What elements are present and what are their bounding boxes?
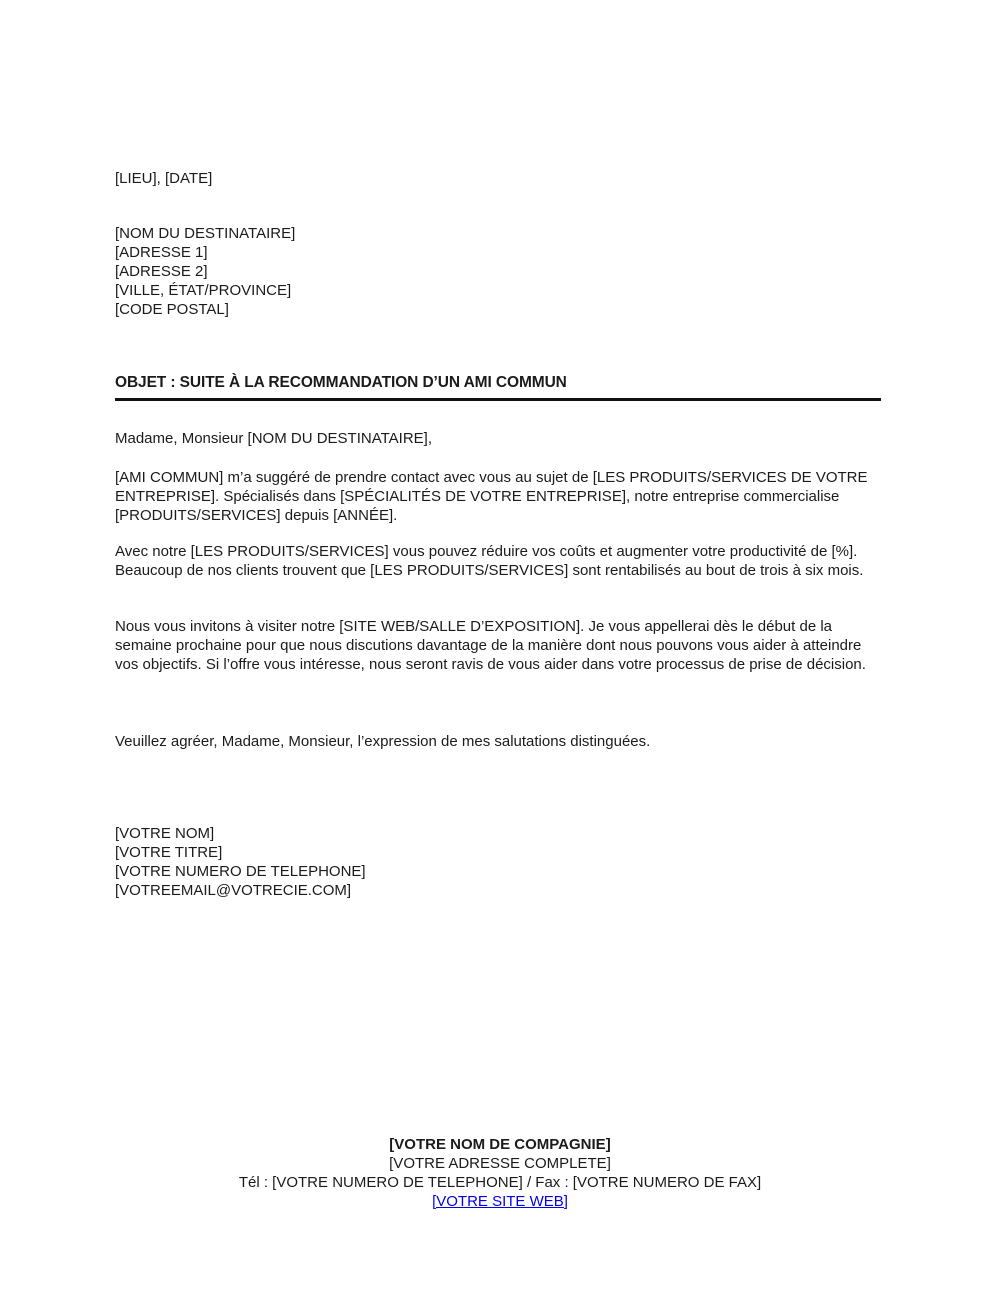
recipient-city: [VILLE, ÉTAT/PROVINCE] — [115, 282, 292, 299]
footer-tel-fax: Tél : [VOTRE NUMERO DE TELEPHONE] / Fax : [VOTRE NUMERO DE FAX] — [238, 1174, 762, 1191]
closing-salutation: Veuillez agréer, Madame, Monsieur, l’expression de mes salutations distinguées. — [115, 733, 651, 750]
subject-underline — [115, 398, 881, 401]
signature-email: [VOTREEMAIL@VOTRECIE.COM] — [115, 882, 352, 899]
signature-phone: [VOTRE NUMERO DE TELEPHONE] — [115, 863, 366, 880]
subject-block — [115, 374, 881, 401]
company-footer — [0, 1135, 1000, 1211]
signature-name: [VOTRE NOM] — [115, 825, 215, 842]
signature-title: [VOTRE TITRE] — [115, 844, 223, 861]
subject-title: OBJET : SUITE À LA RECOMMANDATION D’UN AMI COMMUN — [115, 374, 567, 391]
dateline: [LIEU], [DATE] — [115, 170, 213, 187]
body-paragraph-1: [AMI COMMUN] m’a suggéré de prendre contact avec vous au sujet de [LES PRODUITS/SERVICES DE VOTRE ENTREPRISE]. Spécialisés dans [SPÉCIALITÉS DE VOTRE ENTREPRISE], notre entreprise commercialise [PRODUITS/SERVICES] depuis [ANNÉE]. — [115, 469, 868, 524]
footer-company-address: [VOTRE ADRESSE COMPLETE] — [389, 1155, 611, 1172]
footer-website-link[interactable]: [VOTRE SITE WEB] — [432, 1193, 568, 1210]
greeting: Madame, Monsieur [NOM DU DESTINATAIRE], — [115, 430, 433, 447]
footer-company-name: [VOTRE NOM DE COMPAGNIE] — [389, 1136, 611, 1153]
body-paragraph-3: Nous vous invitons à visiter notre [SITE WEB/SALLE D’EXPOSITION]. Je vous appellerai dès le début de la semaine prochaine pour que nous discutions davantage de la manière dont nous pouvons vous aider à atteindre vos objectifs. Si l’offre vous intéresse, nous seront ravis de vous aider dans votre processus de prise de décision. — [115, 618, 866, 673]
recipient-address2: [ADRESSE 2] — [115, 263, 208, 280]
recipient-name: [NOM DU DESTINATAIRE] — [115, 225, 296, 242]
body-paragraph-2: Avec notre [LES PRODUITS/SERVICES] vous pouvez réduire vos coûts et augmenter votre productivité de [%]. Beaucoup de nos clients trouvent que [LES PRODUITS/SERVICES] sont rentabilisés au bout de trois à six mois. — [115, 543, 864, 579]
recipient-postal: [CODE POSTAL] — [115, 301, 229, 318]
recipient-block — [115, 224, 295, 319]
recipient-address1: [ADRESSE 1] — [115, 244, 208, 261]
signature-block — [115, 824, 366, 900]
